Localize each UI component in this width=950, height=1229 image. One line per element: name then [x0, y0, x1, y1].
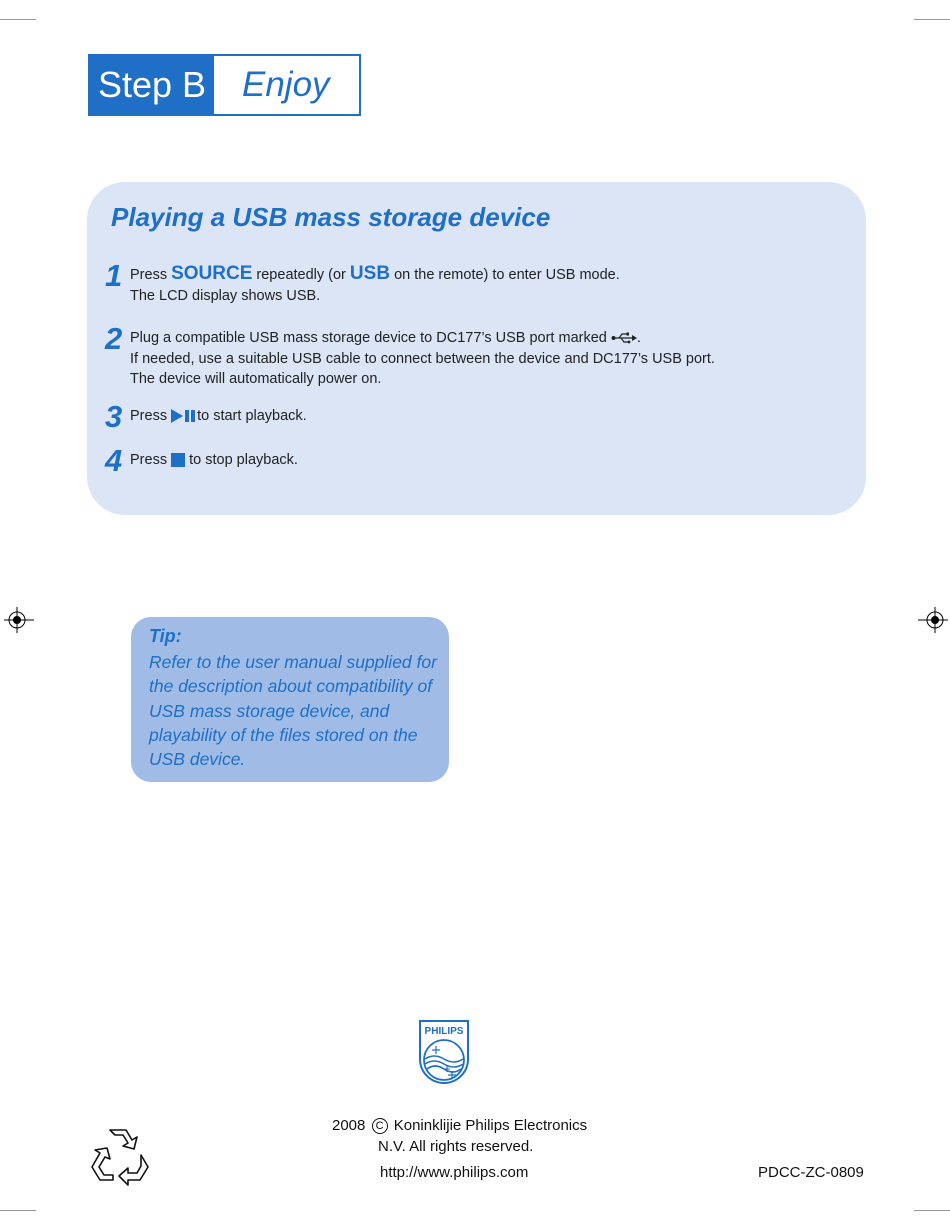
- copyright-line-2: N.V. All rights reserved.: [378, 1138, 534, 1155]
- step-number: 4: [105, 443, 123, 478]
- stop-icon: [171, 453, 185, 467]
- recycle-icon: [88, 1125, 150, 1187]
- usb-keyword: USB: [349, 263, 391, 284]
- crop-mark: [0, 1210, 36, 1211]
- step-text: Press to start playback.: [130, 408, 307, 424]
- crop-mark: [914, 19, 950, 20]
- step-number: 2: [105, 321, 123, 356]
- crop-mark: [914, 1210, 950, 1211]
- tip-body: Refer to the user manual supplied for the description about compatibility of USB mass storage device, and playability of the files stored on the USB device.: [149, 652, 437, 770]
- philips-brand-text: PHILIPS: [424, 1026, 464, 1037]
- step-text: Plug a compatible USB mass storage device to DC177’s USB port marked . If needed, use a suitable USB cable to connect between the device and DC177’s USB port. The device will automatically power on.: [130, 330, 715, 387]
- crop-mark: [0, 19, 36, 20]
- step-label: Step B: [90, 56, 214, 114]
- section-title: Playing a USB mass storage device: [111, 202, 551, 232]
- copyright-line: 2008 C Koninklijie Philips Electronics: [332, 1117, 588, 1134]
- tip-title: Tip:: [149, 626, 182, 646]
- step-number: 3: [105, 399, 123, 434]
- tip-box: [131, 617, 449, 782]
- document-code: PDCC-ZC-0809: [758, 1164, 864, 1181]
- step-number: 1: [105, 258, 123, 293]
- source-keyword: SOURCE: [171, 263, 253, 284]
- philips-url[interactable]: http://www.philips.com: [380, 1164, 529, 1181]
- step-text: Press SOURCE repeatedly (or USB on the remote) to enter USB mode. The LCD display shows USB.: [130, 263, 620, 304]
- usb-icon: [611, 332, 637, 344]
- step-title: Enjoy: [242, 65, 330, 104]
- step-text: Press to stop playback.: [130, 452, 298, 468]
- registration-mark-left: [4, 607, 34, 633]
- philips-logo: [418, 1019, 470, 1087]
- registration-mark-right: [918, 607, 948, 633]
- copyright-symbol: C: [372, 1118, 388, 1134]
- instructions-panel: [87, 182, 866, 515]
- play-pause-icon: [171, 409, 197, 423]
- step-header: [88, 54, 361, 116]
